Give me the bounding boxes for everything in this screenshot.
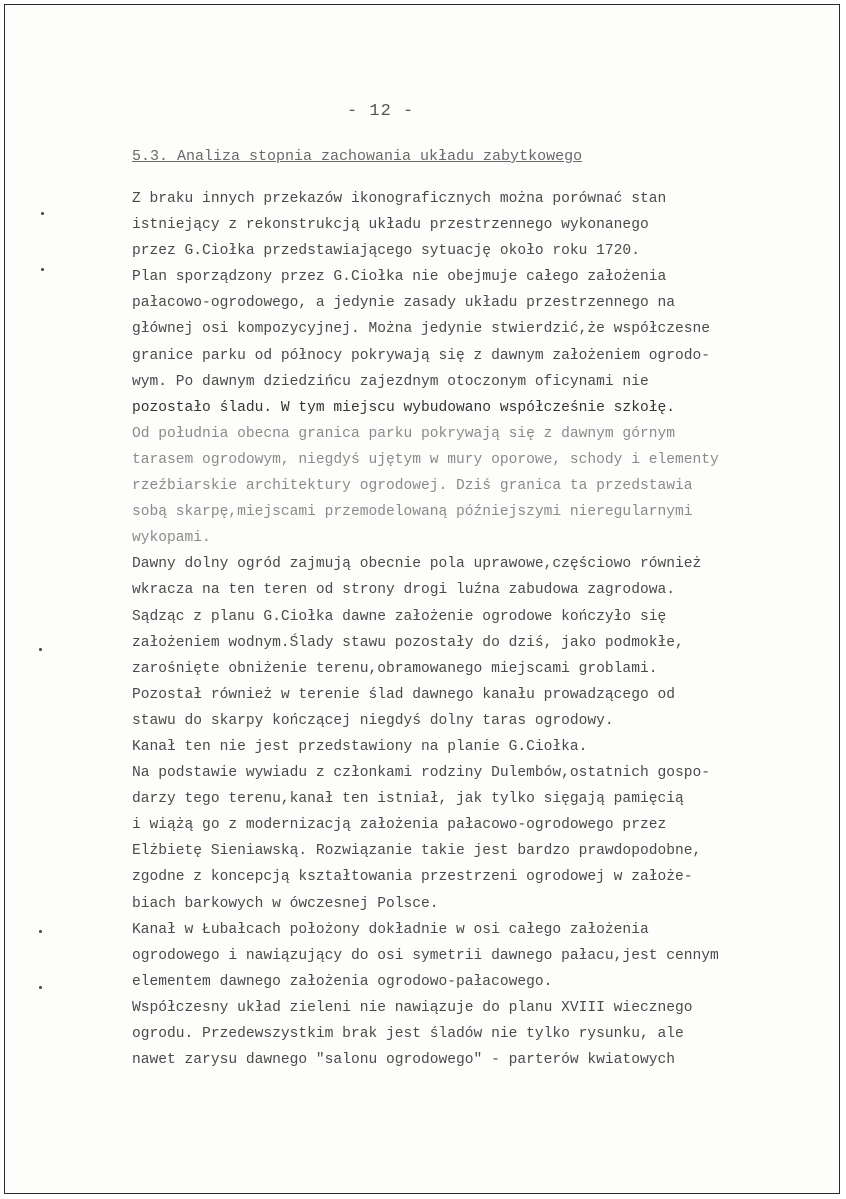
page-number: - 12 - [347,102,415,121]
text-line: istniejący z rekonstrukcją układu przestrzennego wykonanego [132,217,649,234]
text-line: i wiążą go z modernizacją założenia pałacowo-ogrodowego przez [132,817,667,834]
text-line: biach barkowych w ówczesnej Polsce. [132,895,439,912]
text-line: nawet zarysu dawnego "salonu ogrodowego" - parterów kwiatowych [132,1052,675,1069]
text-line: wkracza na ten teren od strony drogi luźna zabudowa zagrodowa. [132,582,675,599]
margin-dot [41,212,44,215]
document-page [4,4,840,1194]
text-line: zarośnięte obniżenie terenu,obramowanego miejscami groblami. [132,660,658,677]
text-line: zgodne z koncepcją kształtowania przestrzeni ogrodowej w założe- [132,869,693,886]
text-line: rzeźbiarskie architektury ogrodowej. Dziś granica ta przedstawia [132,478,693,495]
margin-dot [41,268,44,271]
text-line: Sądząc z planu G.Ciołka dawne założenie ogrodowe kończyło się [132,608,667,625]
margin-dot [39,986,42,989]
text-line: Dawny dolny ogród zajmują obecnie pola uprawowe,częściowo również [132,556,702,573]
body-text [132,186,840,1073]
text-line: Elżbietę Sieniawską. Rozwiązanie takie jest bardzo prawdopodobne, [132,843,702,860]
text-line: Od południa obecna granica parku pokrywają się z dawnym górnym [132,425,675,442]
text-line: Na podstawie wywiadu z członkami rodziny Dulembów,ostatnich gospo- [132,765,711,782]
text-line: pałacowo-ogrodowego, a jedynie zasady układu przestrzennego na [132,295,675,312]
text-line: wym. Po dawnym dziedzińcu zajezdnym otoczonym oficynami nie [132,373,649,390]
margin-dot [39,648,42,651]
text-line: darzy tego terenu,kanał ten istniał, jak tylko sięgają pamięcią [132,791,684,808]
text-line: założeniem wodnym.Ślady stawu pozostały do dziś, jako podmokłe, [132,634,684,651]
text-line: Kanał ten nie jest przedstawiony na planie G.Ciołka. [132,738,588,755]
text-line: przez G.Ciołka przedstawiającego sytuację około roku 1720. [132,243,640,260]
text-line: Z braku innych przekazów ikonograficznych można porównać stan [132,191,667,207]
text-line: tarasem ogrodowym, niegdyś ujętym w mury oporowe, schody i elementy [132,451,719,468]
text-line: ogrodowego i nawiązujący do osi symetrii dawnego pałacu,jest cennym [132,947,719,964]
text-line: Kanał w Łubałcach położony dokładnie w osi całego założenia [132,921,649,938]
section-heading: 5.3. Analiza stopnia zachowania układu zabytkowego [132,148,583,165]
text-line: sobą skarpę,miejscami przemodelowaną późniejszymi nieregularnymi [132,504,693,521]
text-line: elementem dawnego założenia ogrodowo-pałacowego. [132,973,553,990]
text-line: pozostało śladu. W tym miejscu wybudowano współcześnie szkołę. [132,399,675,416]
margin-dot [39,930,42,933]
text-line: Współczesny układ zieleni nie nawiązuje do planu XVIII wiecznego [132,999,693,1016]
text-line: głównej osi kompozycyjnej. Można jedynie stwierdzić,że współczesne [132,321,711,338]
text-line: wykopami. [132,530,211,547]
text-line: stawu do skarpy kończącej niegdyś dolny taras ogrodowy. [132,712,614,729]
text-line: Plan sporządzony przez G.Ciołka nie obejmuje całego założenia [132,269,667,286]
text-line: ogrodu. Przedewszystkim brak jest śladów nie tylko rysunku, ale [132,1026,684,1042]
text-line: granice parku od północy pokrywają się z dawnym założeniem ogrodo- [132,347,711,364]
text-line: Pozostał również w terenie ślad dawnego kanału prowadzącego od [132,686,675,703]
